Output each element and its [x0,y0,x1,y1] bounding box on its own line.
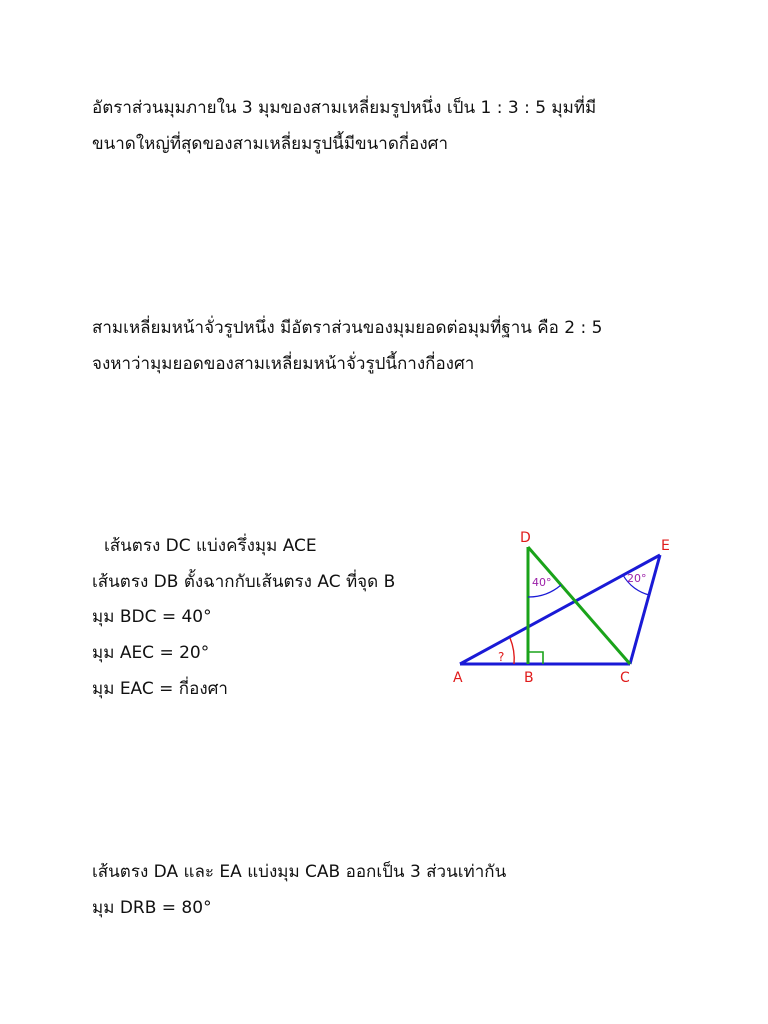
angle-label-e: 20° [627,572,647,585]
point-label-b: B [524,670,534,686]
problem3-line3: มุม BDC = 40° [92,607,212,627]
problem3-line1: เส้นตรง DC แบ่งครึ่งมุม ACE [104,536,317,556]
geometry-figure [440,520,690,695]
point-label-e: E [661,538,670,554]
right-angle-marker [528,652,543,664]
problem2-line2: จงหาว่ามุมยอดของสามเหลี่ยมหน้าจั่วรูปนี้กางกี่องศา [92,354,475,374]
angle-arc-a [510,638,514,664]
problem3-line4: มุม AEC = 20° [92,643,210,663]
segment-dc [528,547,630,664]
problem4-line1: เส้นตรง DA และ EA แบ่งมุม CAB ออกเป็น 3 ส่วนเท่ากัน [92,862,507,882]
point-label-a: A [453,670,463,686]
problem1-line1: อัตราส่วนมุมภายใน 3 มุมของสามเหลี่ยมรูปหนึ่ง เป็น 1 : 3 : 5 มุมที่มี [92,98,597,118]
problem4-line2: มุม DRB = 80° [92,898,212,918]
angle-label-a: ? [498,650,505,664]
problem2-line1: สามเหลี่ยมหน้าจั่วรูปหนึ่ง มีอัตราส่วนของมุมยอดต่อมุมที่ฐาน คือ 2 : 5 [92,318,603,338]
problem1-line2: ขนาดใหญ่ที่สุดของสามเหลี่ยมรูปนี้มีขนาดกี่องศา [92,134,449,154]
problem3-line5: มุม EAC = กี่องศา [92,679,228,699]
problem3-line2: เส้นตรง DB ตั้งฉากกับเส้นตรง AC ที่จุด B [92,572,396,592]
point-label-d: D [520,530,531,546]
point-label-c: C [620,670,630,686]
angle-label-d: 40° [532,576,552,589]
